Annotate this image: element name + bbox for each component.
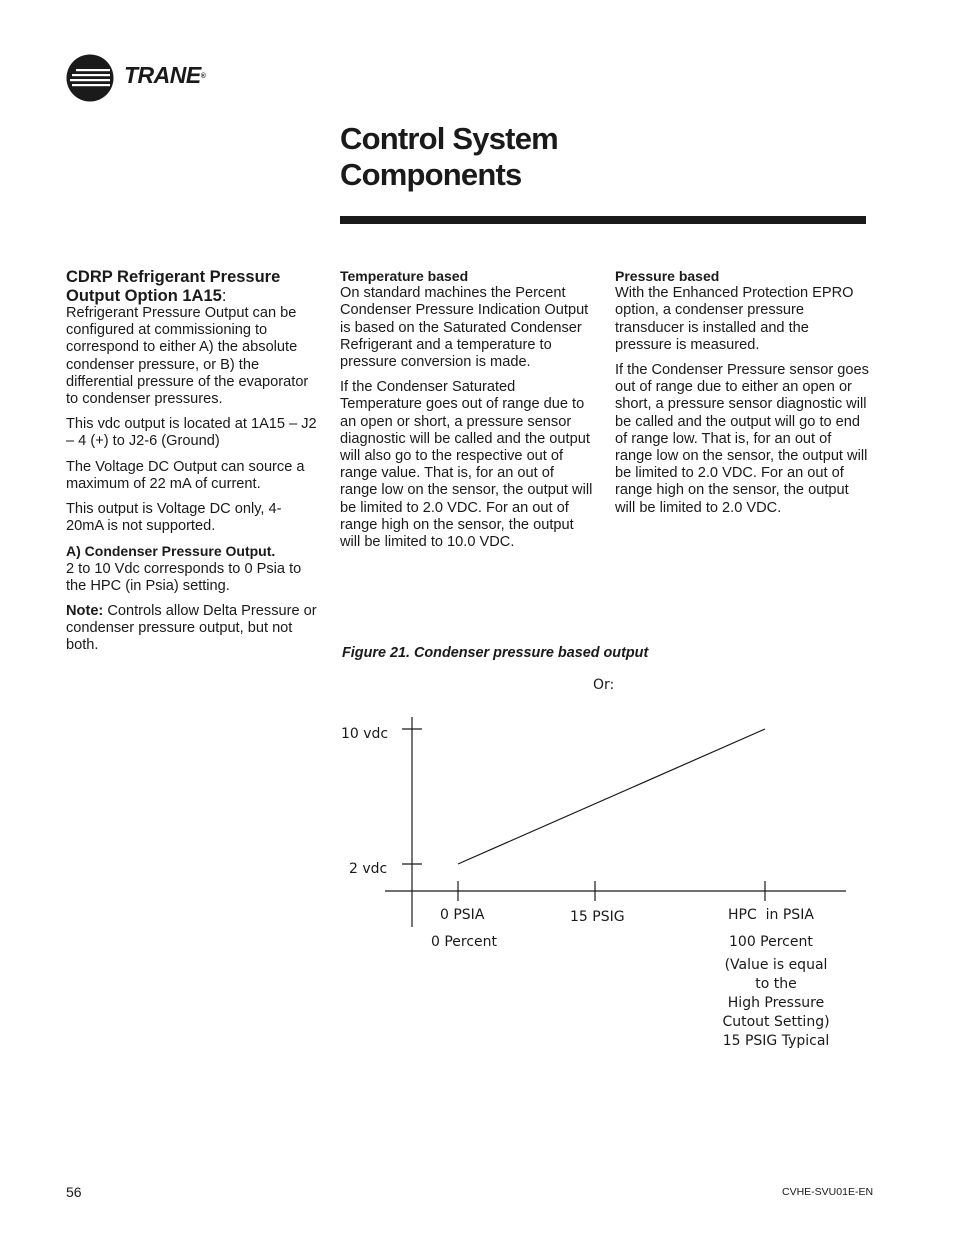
paragraph: This vdc output is located at 1A15 – J2 – 4 (+) to J2-6 (Ground): [66, 416, 317, 450]
figure-caption: Figure 21. Condenser pressure based output: [342, 645, 649, 661]
percent-high-label: 100 Percent: [729, 934, 813, 950]
hpc-note-line: (Value is equal: [724, 957, 828, 973]
x-tick-label-15psig: 15 PSIG: [570, 909, 625, 925]
output-series-line: [458, 729, 765, 864]
or-label: Or:: [593, 677, 615, 693]
page-title-line1: Control System: [340, 121, 558, 156]
subheading-pressure-based: Pressure based: [615, 268, 720, 284]
subheading-temperature-based: Temperature based: [340, 268, 469, 284]
trane-logo-icon: [66, 54, 114, 102]
page-number: 56: [66, 1184, 82, 1200]
paragraph: If the Condenser Saturated Temperature goes out of range due to an open or short, a pressure sensor diagnostic will be called and the output will also go to the respective out of range value. That is, for an out of range low on the sensor, the output will be limited to 2.0 VDC. For an out of range high on the sensor, the output will be limited to 10.0 VDC.: [340, 379, 593, 551]
paragraph: This output is Voltage DC only, 4-20mA is not supported.: [66, 501, 282, 535]
x-tick-label-hpc: HPC in PSIA: [728, 907, 814, 923]
y-tick-label-10vdc: 10 vdc: [341, 726, 389, 742]
hpc-note-line: High Pressure: [727, 995, 825, 1011]
hpc-note-line: to the: [755, 976, 797, 992]
column-pressure-based: [615, 268, 869, 525]
condenser-output-body: 2 to 10 Vdc corresponds to 0 Psia to the HPC (in Psia) setting.: [66, 560, 302, 594]
hpc-note-line: 15 PSIG Typical: [722, 1033, 830, 1049]
document-code: CVHE-SVU01E-EN: [782, 1186, 874, 1198]
column-cdrp: [66, 268, 318, 663]
paragraph: With the Enhanced Protection EPRO option, a condenser pressure transducer is installed and the pressure is measured.: [615, 285, 854, 353]
page-title: [340, 121, 840, 193]
page-title-line2: Components: [340, 157, 522, 192]
title-divider: [340, 216, 866, 224]
brand-logo-text: TRANE®: [124, 62, 206, 88]
column-temperature-based: [340, 268, 594, 559]
series-layer: [458, 729, 765, 864]
paragraph: On standard machines the Percent Condenser Pressure Indication Output is based on the Saturated Condenser Refrigerant and a temperature to pressure conversion is made.: [340, 285, 589, 371]
paragraph-condenser-output: [66, 543, 318, 595]
paragraph: If the Condenser Pressure sensor goes out of range due to either an open or short, a pressure sensor diagnostic will be called and the output will go to end of range low. That is, for an out of range low on the sensor, the output will be limited to 2.0 VDC. For an out of range high on the sensor, the output will be limited to 2.0 VDC.: [615, 362, 869, 516]
hpc-note-line: Cutout Setting): [722, 1014, 830, 1030]
note-body: Controls allow Delta Pressure or condenser pressure output, but not both.: [66, 603, 317, 654]
percent-low-label: 0 Percent: [431, 934, 498, 950]
paragraph: The Voltage DC Output can source a maximum of 22 mA of current.: [66, 458, 305, 492]
condenser-output-chart: [330, 665, 870, 1065]
note-label: Note:: [66, 603, 104, 620]
subheading-condenser-output: A) Condenser Pressure Output.: [66, 543, 276, 560]
note-paragraph: [66, 603, 318, 655]
section-heading-cdrp: CDRP Refrigerant Pressure Output Option 1A15:: [66, 268, 281, 305]
x-tick-label-0psia: 0 PSIA: [440, 907, 485, 923]
y-tick-label-2vdc: 2 vdc: [349, 861, 388, 877]
paragraph: Refrigerant Pressure Output can be configured at commissioning to correspond to either A) the absolute condenser pressure, or B) the differential pressure of the evaporator to condenser pressures.: [66, 305, 309, 408]
